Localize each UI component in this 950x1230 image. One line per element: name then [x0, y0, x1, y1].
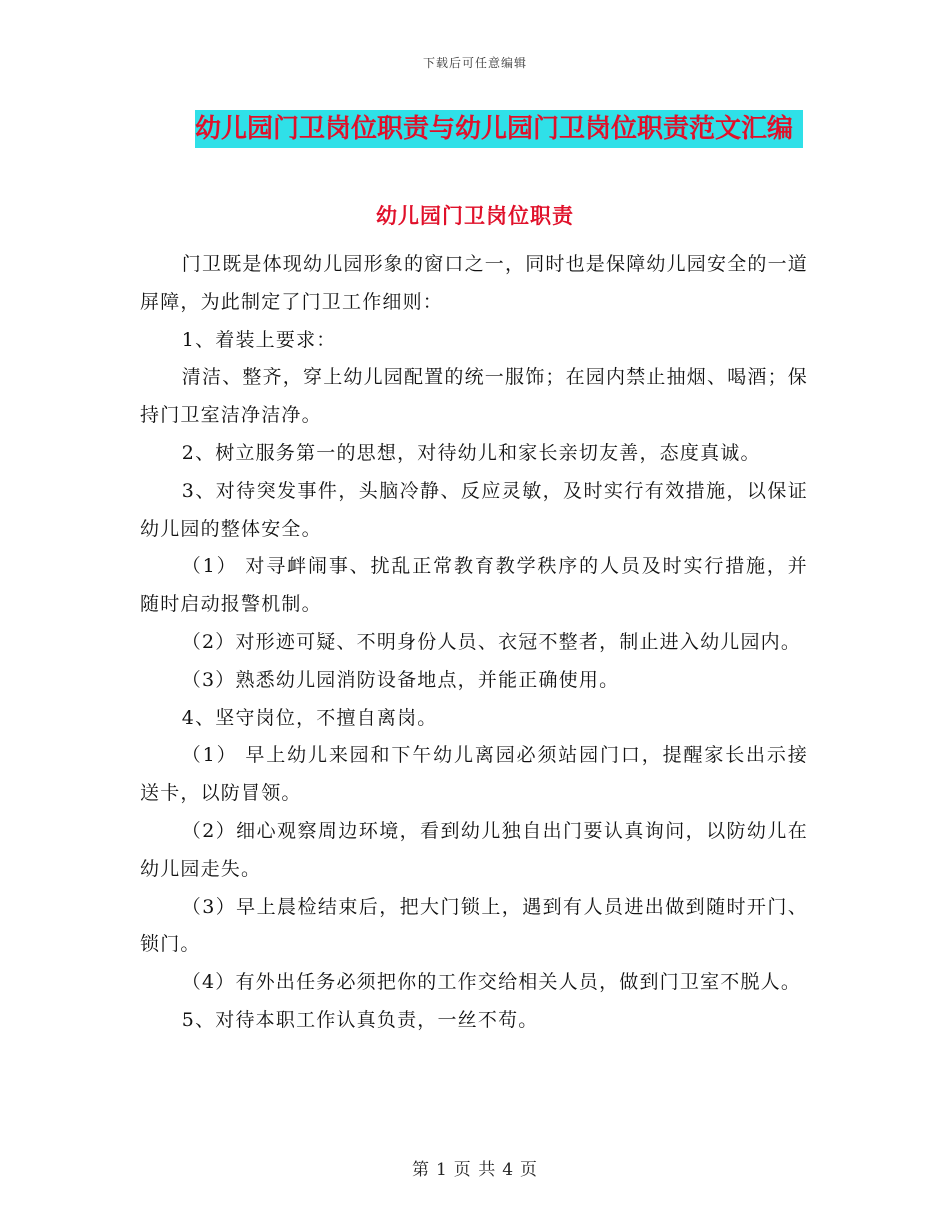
header-note: 下载后可任意编辑 [422, 56, 527, 70]
section-title: 幼儿园门卫岗位职责 [376, 203, 574, 228]
paragraph: 门卫既是体现幼儿园形象的窗口之一，同时也是保障幼儿园安全的一道屏障，为此制定了门卫工作细则： [140, 253, 808, 313]
paragraph: （2）细心观察周边环境，看到幼儿独自出门要认真询问，以防幼儿在幼儿园走失。 [140, 819, 808, 880]
footer-middle: 页 共 [453, 1160, 497, 1180]
footer-total-pages: 4 [502, 1160, 515, 1180]
document-title: 幼儿园门卫岗位职责与幼儿园门卫岗位职责范文汇编 [195, 114, 794, 144]
paragraph: 4、坚守岗位，不擅自离岗。 [181, 706, 438, 729]
paragraph: 1、着装上要求： [181, 328, 337, 351]
footer-current-page: 1 [435, 1160, 448, 1180]
paragraph: 2、树立服务第一的思想，对待幼儿和家长亲切友善，态度真诚。 [181, 441, 761, 464]
paragraph: （4）有外出任务必须把你的工作交给相关人员，做到门卫室不脱人。 [181, 971, 802, 994]
paragraph: （3）熟悉幼儿园消防设备地点，并能正确使用。 [181, 668, 620, 691]
paragraph: （3）早上晨检结束后，把大门锁上，遇到有人员进出做到随时开门、锁门。 [140, 895, 808, 956]
paragraph: （1） 对寻衅闹事、扰乱正常教育教学秩序的人员及时实行措施，并随时启动报警机制。 [140, 555, 808, 616]
paragraph: （2）对形迹可疑、不明身份人员、衣冠不整者，制止进入幼儿园内。 [181, 630, 802, 653]
document-title-highlight [195, 110, 803, 148]
footer-suffix: 页 [520, 1160, 539, 1180]
paragraph: 清洁、整齐，穿上幼儿园配置的统一服饰；在园内禁止抽烟、喝酒；保持门卫室洁净洁净。 [140, 366, 808, 427]
document-body [140, 246, 808, 1040]
paragraph: 5、对待本职工作认真负责，一丝不苟。 [181, 1008, 539, 1031]
paragraph: （1） 早上幼儿来园和下午幼儿离园必须站园门口，提醒家长出示接送卡，以防冒领。 [140, 744, 808, 805]
page-footer [0, 1155, 950, 1180]
paragraph: 3、对待突发事件，头脑冷静、反应灵敏，及时实行有效措施，以保证幼儿园的整体安全。 [140, 479, 808, 540]
footer-prefix: 第 [411, 1160, 430, 1180]
